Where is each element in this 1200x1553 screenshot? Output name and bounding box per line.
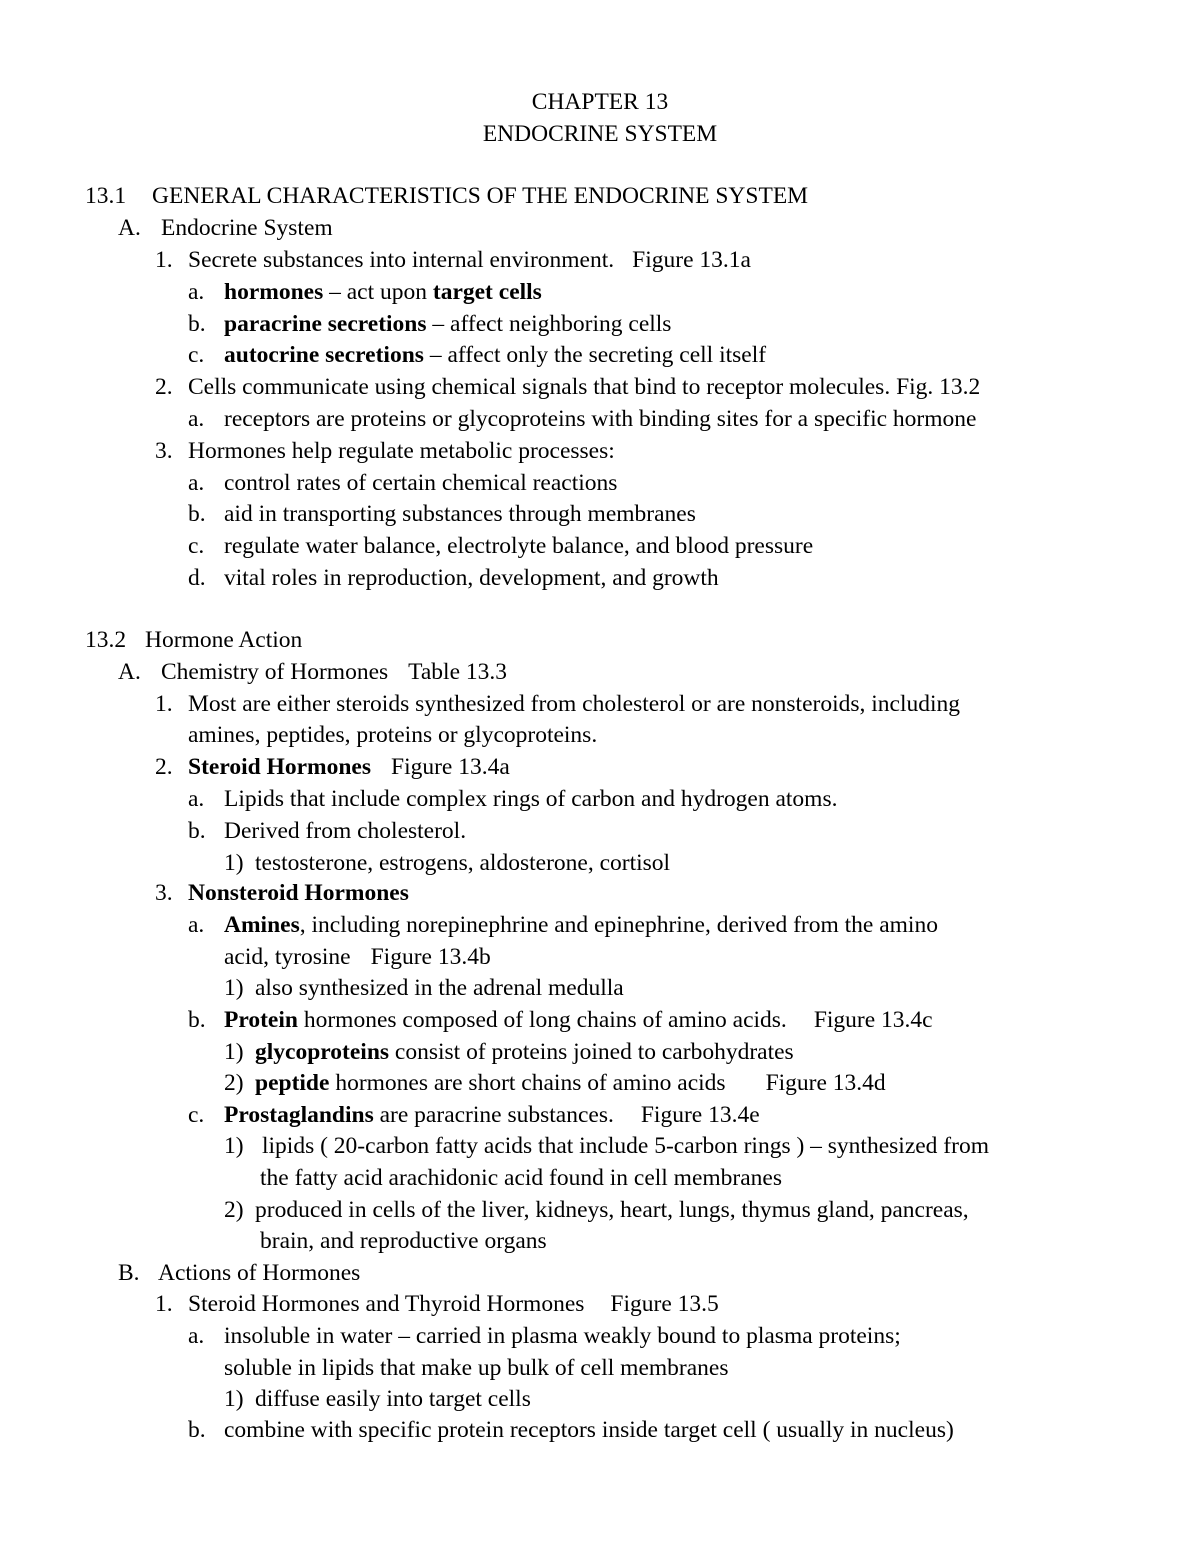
outline-marker: 2) (224, 1070, 244, 1096)
outline-marker: a. (188, 470, 205, 496)
outline-marker: 2. (155, 374, 173, 400)
outline-marker: b. (188, 818, 206, 844)
outline-marker: c. (188, 342, 205, 368)
outline-marker: a. (188, 912, 205, 938)
outline-marker: b. (188, 501, 206, 527)
outline-item-3a (188, 469, 617, 497)
outline-marker: 1) (224, 1386, 244, 1412)
outline-marker: a. (188, 1323, 205, 1349)
outline-text: – affect neighboring cells (426, 311, 672, 337)
outline-text: Cells communicate using chemical signals that bind to receptor molecules. Fig. 13.2 (188, 374, 981, 400)
outline-marker: d. (188, 565, 206, 591)
outline-text: aid in transporting substances through membranes (224, 501, 696, 527)
term: Nonsteroid Hormones (188, 880, 409, 906)
outline-marker: c. (188, 1102, 205, 1128)
outline-text: Actions of Hormones (158, 1260, 361, 1286)
term: autocrine secretions (224, 342, 424, 368)
outline-marker: 1) (224, 850, 244, 876)
outline-item-1c (188, 341, 766, 369)
outline-marker: 1) (224, 1133, 244, 1159)
outline-text: hormones are short chains of amino acids (329, 1070, 726, 1096)
outline-marker: A. (118, 215, 141, 241)
outline-text: Steroid Hormones and Thyroid Hormones (188, 1291, 585, 1317)
outline-text: testosterone, estrogens, aldosterone, cortisol (255, 850, 671, 876)
outline-marker: 1) (224, 975, 244, 1001)
outline-marker: c. (188, 533, 205, 559)
chapter-number: CHAPTER 13 (531, 89, 669, 115)
outline-text: , including norepinephrine and epinephrine, derived from the amino (299, 912, 938, 938)
outline-marker: a. (188, 786, 205, 812)
outline-item-1b (188, 310, 671, 338)
section-heading-13-2 (85, 626, 302, 654)
outline-item-2a (188, 405, 976, 433)
outline-text: control rates of certain chemical reactions (224, 470, 618, 496)
outline-item-1 (155, 246, 751, 274)
outline-item-2 (155, 373, 980, 401)
outline-marker: b. (188, 311, 206, 337)
outline-item-3b2 (224, 1069, 886, 1097)
outline-item-B1a (188, 1322, 901, 1350)
outline-text: hormones composed of long chains of amino acids. (297, 1007, 787, 1033)
outline-text: Most are either steroids synthesized from cholesterol or are nonsteroids, including (188, 691, 961, 717)
outline-text: acid, tyrosine (224, 944, 351, 970)
outline-item-2b1 (224, 849, 670, 877)
term: peptide (255, 1070, 330, 1096)
outline-item-3c2-cont: brain, and reproductive organs (260, 1228, 547, 1254)
term: Protein (224, 1007, 298, 1033)
term: Steroid Hormones (188, 754, 371, 780)
outline-text: Derived from cholesterol. (224, 818, 467, 844)
term: Amines (224, 912, 300, 938)
outline-item-3a (188, 911, 938, 939)
outline-marker: 1) (224, 1039, 244, 1065)
outline-item-3 (155, 437, 615, 465)
outline-item-B1b (188, 1416, 954, 1444)
section-heading-13-1 (85, 182, 808, 210)
outline-text: combine with specific protein receptors inside target cell ( usually in nucleus) (224, 1417, 954, 1443)
outline-item-3c2 (224, 1196, 969, 1224)
outline-text: diffuse easily into target cells (255, 1386, 531, 1412)
outline-text: lipids ( 20-carbon fatty acids that include 5-carbon rings ) – synthesized from (262, 1133, 989, 1159)
outline-item-3a-cont (224, 943, 491, 971)
outline-text: consist of proteins joined to carbohydrates (389, 1039, 794, 1065)
term: glycoproteins (255, 1039, 390, 1065)
outline-marker: b. (188, 1417, 206, 1443)
outline-item-1-cont: amines, peptides, proteins or glycoproteins. (188, 722, 598, 748)
outline-text: Endocrine System (161, 215, 333, 241)
outline-item-3c (188, 1101, 760, 1129)
section-number: 13.2 (85, 627, 127, 653)
figure-ref: Figure 13.4a (391, 754, 510, 780)
outline-item-1 (155, 690, 960, 718)
section-title: Hormone Action (145, 627, 303, 653)
outline-item-2 (155, 753, 510, 781)
outline-marker: 2. (155, 754, 173, 780)
outline-marker: 3. (155, 438, 173, 464)
outline-item-3c (188, 532, 813, 560)
outline-marker: 1. (155, 1291, 173, 1317)
table-ref: Table 13.3 (408, 659, 507, 685)
figure-ref: Figure 13.4c (813, 1007, 933, 1033)
term: hormones (224, 279, 324, 305)
outline-text: insoluble in water – carried in plasma weakly bound to plasma proteins; (224, 1323, 901, 1349)
outline-marker: a. (188, 406, 205, 432)
outline-marker: a. (188, 279, 205, 305)
chapter-title: ENDOCRINE SYSTEM (482, 121, 718, 147)
outline-text: produced in cells of the liver, kidneys, heart, lungs, thymus gland, pancreas, (255, 1197, 969, 1223)
outline-item-B1 (155, 1290, 719, 1318)
outline-text: Lipids that include complex rings of carbon and hydrogen atoms. (224, 786, 838, 812)
outline-item-B1a1 (224, 1385, 531, 1413)
outline-marker: 1. (155, 247, 173, 273)
figure-ref: Figure 13.4e (640, 1102, 760, 1128)
term: Prostaglandins (224, 1102, 374, 1128)
outline-text: Chemistry of Hormones (161, 659, 389, 685)
outline-marker: B. (118, 1260, 140, 1286)
outline-item-3b1 (224, 1038, 794, 1066)
outline-item-3a1 (224, 974, 624, 1002)
figure-ref: Figure 13.1a (632, 247, 751, 273)
outline-item-A (118, 658, 507, 686)
outline-text: are paracrine substances. (373, 1102, 614, 1128)
section-number: 13.1 (85, 183, 127, 209)
outline-item-1a (188, 278, 542, 306)
section-title: GENERAL CHARACTERISTICS OF THE ENDOCRINE SYSTEM (152, 183, 809, 209)
outline-item-3 (155, 879, 409, 907)
outline-marker: 2) (224, 1197, 244, 1223)
outline-item-3d (188, 564, 719, 592)
outline-item-A (118, 214, 333, 242)
outline-text: regulate water balance, electrolyte balance, and blood pressure (224, 533, 814, 559)
outline-item-3c1 (224, 1132, 989, 1160)
outline-item-3b (188, 500, 696, 528)
outline-item-B (118, 1259, 360, 1287)
outline-text: – affect only the secreting cell itself (423, 342, 767, 368)
figure-ref: Figure 13.5 (610, 1291, 719, 1317)
figure-ref: Figure 13.4b (370, 944, 491, 970)
outline-marker: b. (188, 1007, 206, 1033)
figure-ref: Figure 13.4d (765, 1070, 886, 1096)
outline-text: Hormones help regulate metabolic processes: (188, 438, 615, 464)
term: target cells (432, 279, 542, 305)
outline-marker: 1. (155, 691, 173, 717)
outline-text: vital roles in reproduction, development, and growth (224, 565, 719, 591)
outline-item-2b (188, 817, 466, 845)
term: paracrine secretions (224, 311, 427, 337)
outline-item-2a (188, 785, 837, 813)
outline-item-B1a-cont: soluble in lipids that make up bulk of cell membranes (224, 1355, 729, 1381)
outline-marker: 3. (155, 880, 173, 906)
outline-text: – act upon (323, 279, 433, 305)
outline-text: receptors are proteins or glycoproteins with binding sites for a specific hormone (224, 406, 977, 432)
outline-item-3c1-cont: the fatty acid arachidonic acid found in cell membranes (260, 1165, 783, 1191)
outline-text: Secrete substances into internal environment. (188, 247, 615, 273)
outline-text: also synthesized in the adrenal medulla (255, 975, 624, 1001)
outline-marker: A. (118, 659, 141, 685)
outline-item-3b (188, 1006, 933, 1034)
